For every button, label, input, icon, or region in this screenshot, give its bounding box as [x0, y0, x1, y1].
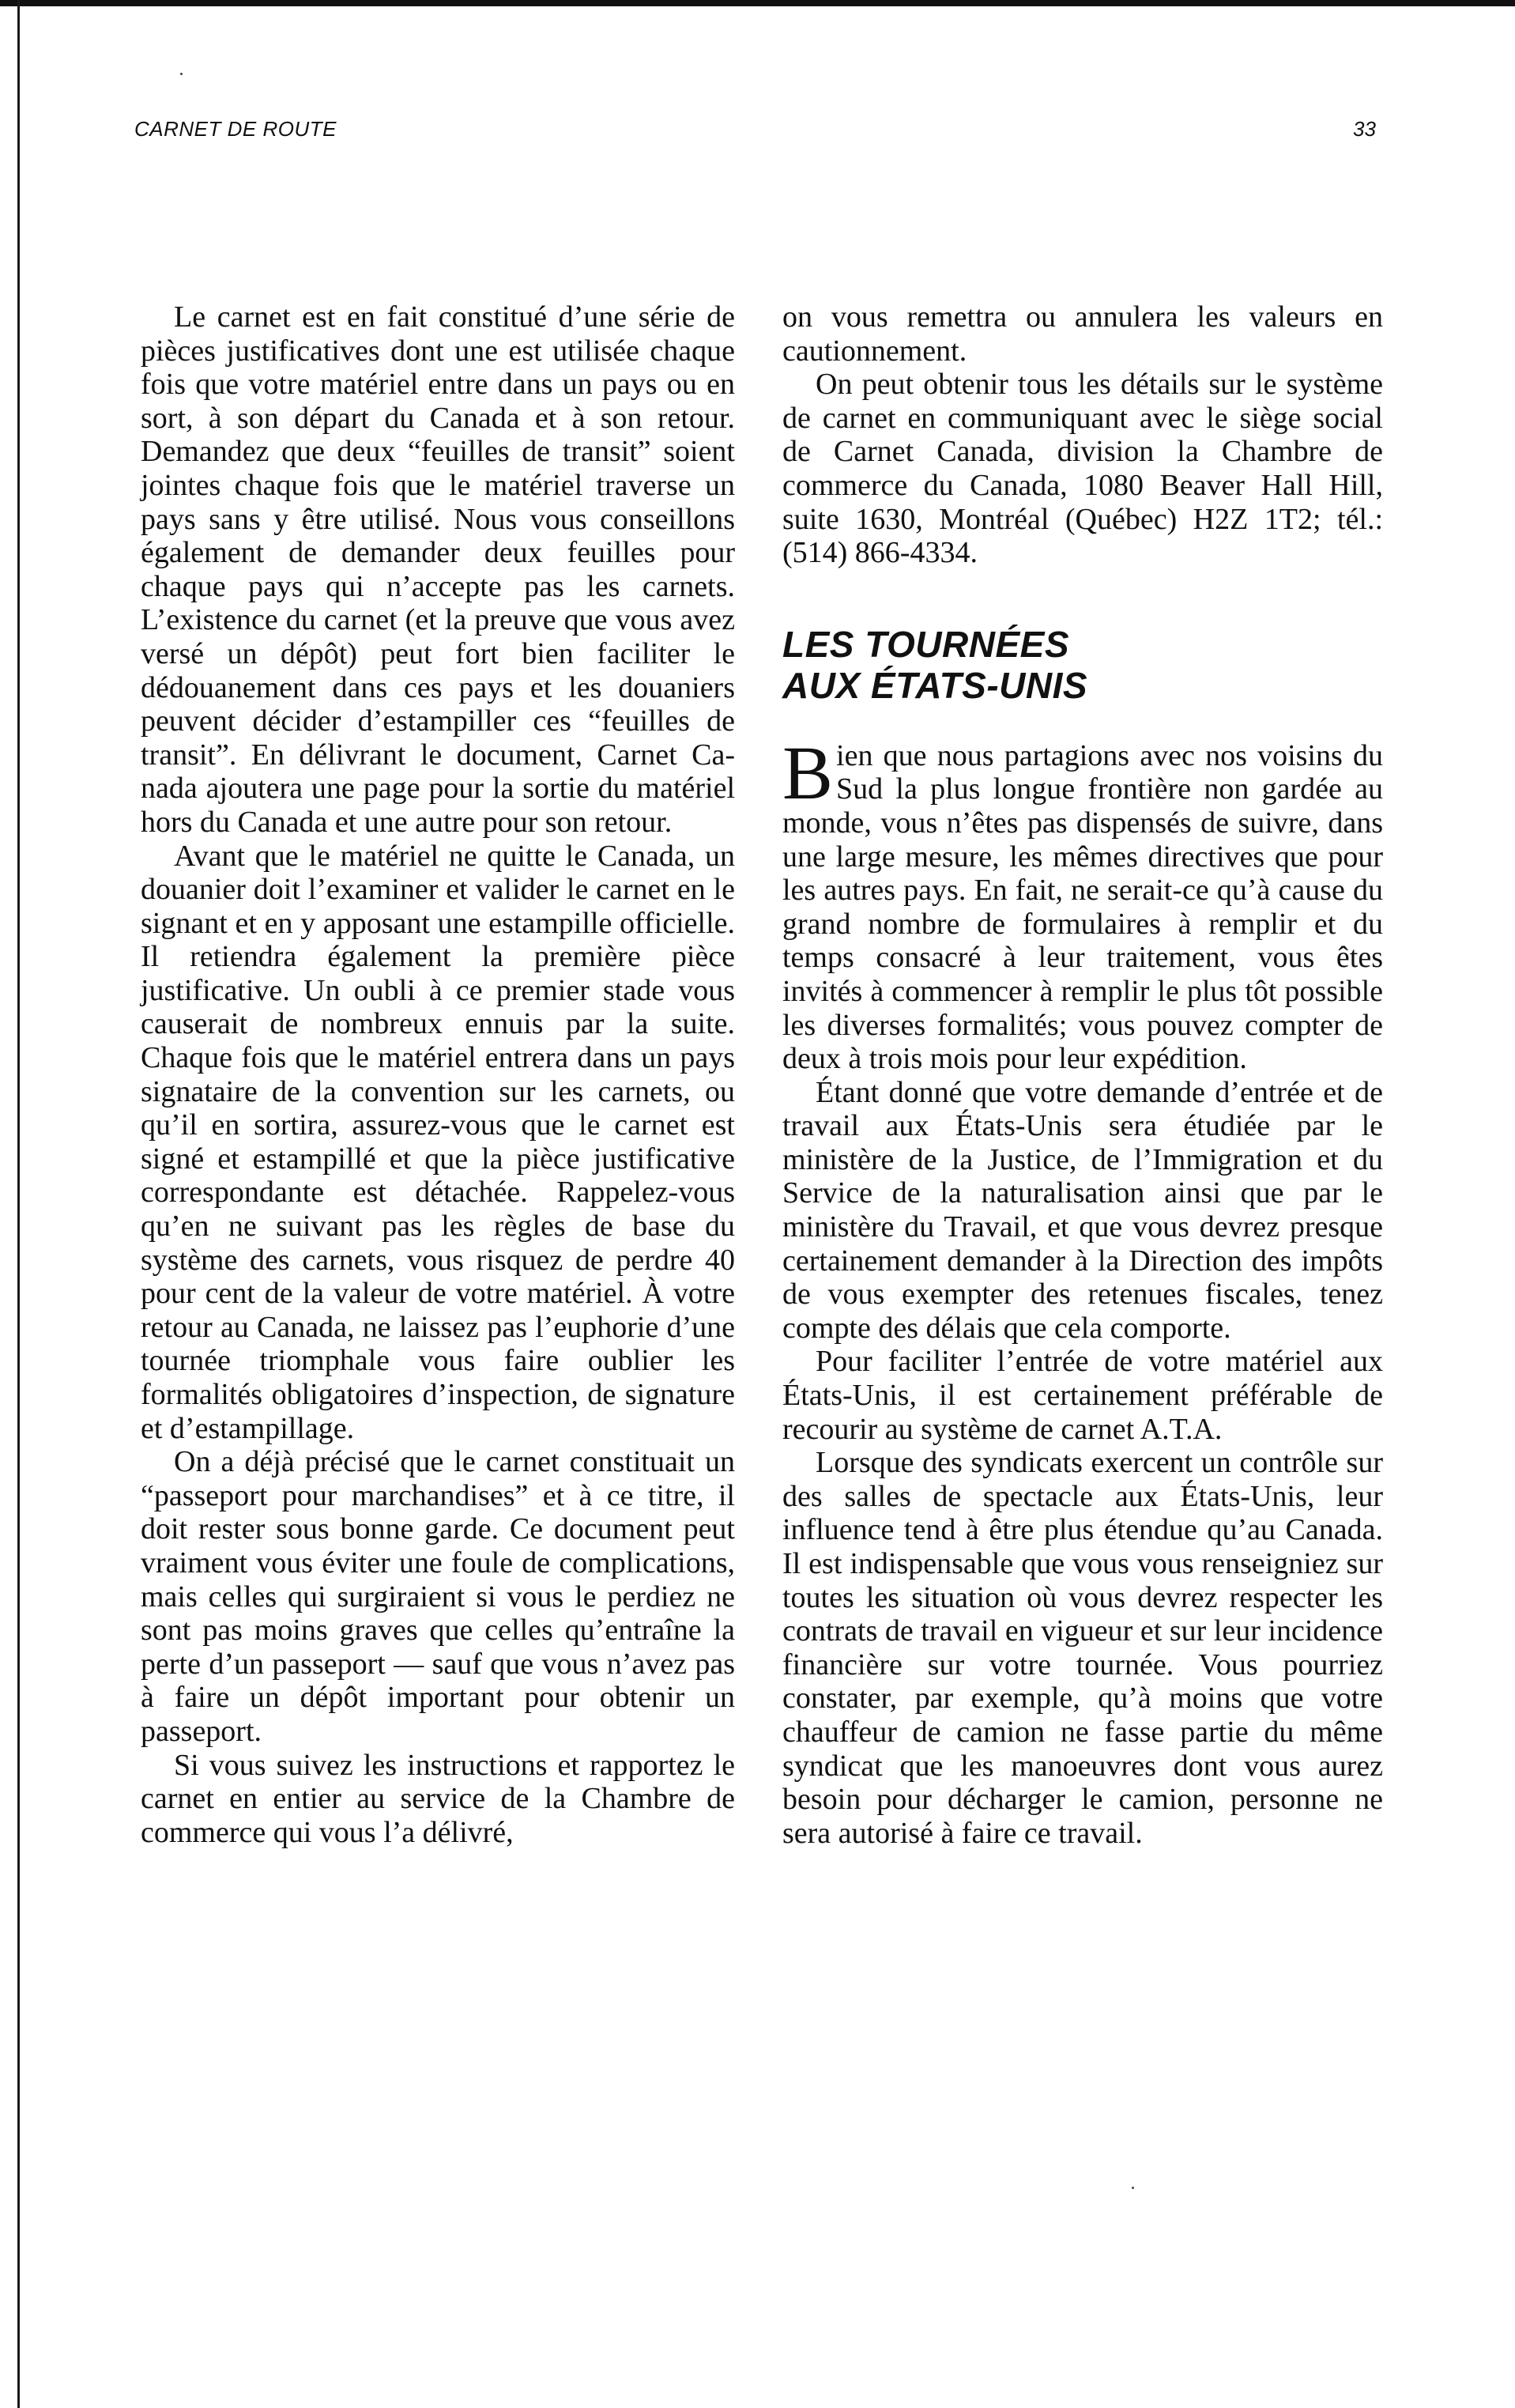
body-paragraph: on vous remettra ou annulera les valeurs en cautionnement.: [782, 300, 1383, 368]
body-paragraph: Étant donné que votre demande d’entrée et de travail aux États-Unis sera étudiée par le ministère de la Justice, de l’Immigration et du Service de la naturalisation ainsi que par le ministère du Travail, et que vous devrez presque certainement demander à la Direction des impôts de vous exempter des retenues fiscales, tenez compte des délais que cela comporte.: [782, 1075, 1383, 1345]
section-heading-line: AUX ÉTATS-UNIS: [782, 664, 1088, 706]
body-paragraph: Le carnet est en fait constitué d’une série de pièces justificatives dont une est utilisée chaque fois que votre matériel entre dans un pays ou en sort, à son départ du Canada et à son retour. Demandez que deux “feuilles de transit” soient jointes chaque fois que le matériel traverse un pays sans y être utilisé. Nous vous conseillons également de demander deux feuilles pour chaque pays qui n’accepte pas les carnets. L’existence du carnet (et la preuve que vous avez versé un dépôt) peut fort bien faciliter le dédouanement dans ces pays et les douaniers peuvent décider d’estampiller ces “feuilles de transit”. En délivrant le document, Carnet Canada ajoutera une page pour la sortie du matériel hors du Canada et une autre pour son retour.: [141, 300, 735, 839]
scan-speck: [180, 73, 183, 75]
body-paragraph: On a déjà précisé que le carnet constituait un “passeport pour marchandises” et à ce titre, il doit rester sous bonne garde. Ce document peut vraiment vous éviter une foule de complications, mais celles qui surgiraient si vous le perdiez ne sont pas moins graves que celles qu’entraîne la perte d’un passeport — sauf que vous n’avez pas à faire un dépôt important pour obtenir un passeport.: [141, 1445, 735, 1748]
page-number: 33: [1353, 117, 1376, 141]
top-border-rule: [0, 0, 1515, 6]
body-paragraph: Pour faciliter l’entrée de votre matériel aux États-Unis, il est certainement préférable de recourir au système de carnet A.T.A.: [782, 1345, 1383, 1446]
right-text-column: [782, 300, 1383, 1850]
body-paragraph: Si vous suivez les instructions et rapportez le carnet en entier au service de la Chambre de commerce qui vous l’a délivré,: [141, 1748, 735, 1849]
scan-speck: [1132, 2187, 1134, 2189]
left-border-rule: [17, 0, 20, 2408]
body-paragraph: On peut obtenir tous les détails sur le système de carnet en communiquant avec le siège social de Carnet Canada, division la Chambre de commerce du Canada, 1080 Beaver Hall Hill, suite 1630, Montréal (Québec) H2Z 1T2; tél.: (514) 866-4334.: [782, 368, 1383, 570]
section-heading: [782, 624, 1383, 706]
dropcap-paragraph: [782, 730, 1383, 1076]
body-paragraph: Avant que le matériel ne quitte le Canada, un douanier doit l’examiner et valider le carnet en le signant et en y apposant une estampille officielle. Il retiendra également la première pièce justificative. Un oubli à ce premier stade vous causerait de nombreux ennuis par la suite. Chaque fois que le matériel entrera dans un pays signataire de la convention sur les carnets, ou qu’il en sortira, assurez-vous que le carnet est signé et estampillé et que la pièce justificative correspondante est détachée. Rappelez-vous qu’en ne suivant pas les règles de base du système des carnets, vous risquez de perdre 40 pour cent de la valeur de votre matériel. À votre retour au Canada, ne laissez pas l’euphorie d’une tournée triomphale vous faire oublier les formalités obligatoires d’inspection, de signature et d’estampillage.: [141, 839, 735, 1445]
section-heading-line: LES TOURNÉES: [782, 623, 1069, 665]
body-paragraph: Lorsque des syndicats exercent un contrôle sur des salles de spectacle aux États-Unis, leur influence tend à être plus étendue qu’au Canada. Il est indispensable que vous vous renseigniez sur toutes les situation où vous devrez respecter les contrats de travail en vigueur et sur leur incidence financière sur votre tournée. Vous pourriez constater, par exemple, qu’à moins que votre chauffeur de camion ne fasse partie du même syndicat que les manoeuvres dont vous aurez besoin pour décharger le camion, personne ne sera autorisé à faire ce travail.: [782, 1446, 1383, 1850]
drop-cap-letter: B: [782, 730, 834, 815]
running-head: CARNET DE ROUTE: [134, 117, 337, 141]
dropcap-paragraph-text: ien que nous partagions avec nos voisins du Sud la plus longue frontière non gardée au monde, vous n’êtes pas dispensés de suivre, dans une large mesure, les mêmes directives que pour les autres pays. En fait, ne serait-ce qu’à cause du grand nombre de formulaires à remplir et du temps consacré à leur traitement, vous êtes invités à commencer à remplir le plus tôt possible les diverses formalités; vous pouvez compter de deux à trois mois pour leur expédition.: [782, 738, 1383, 1076]
left-text-column: [141, 300, 735, 1849]
